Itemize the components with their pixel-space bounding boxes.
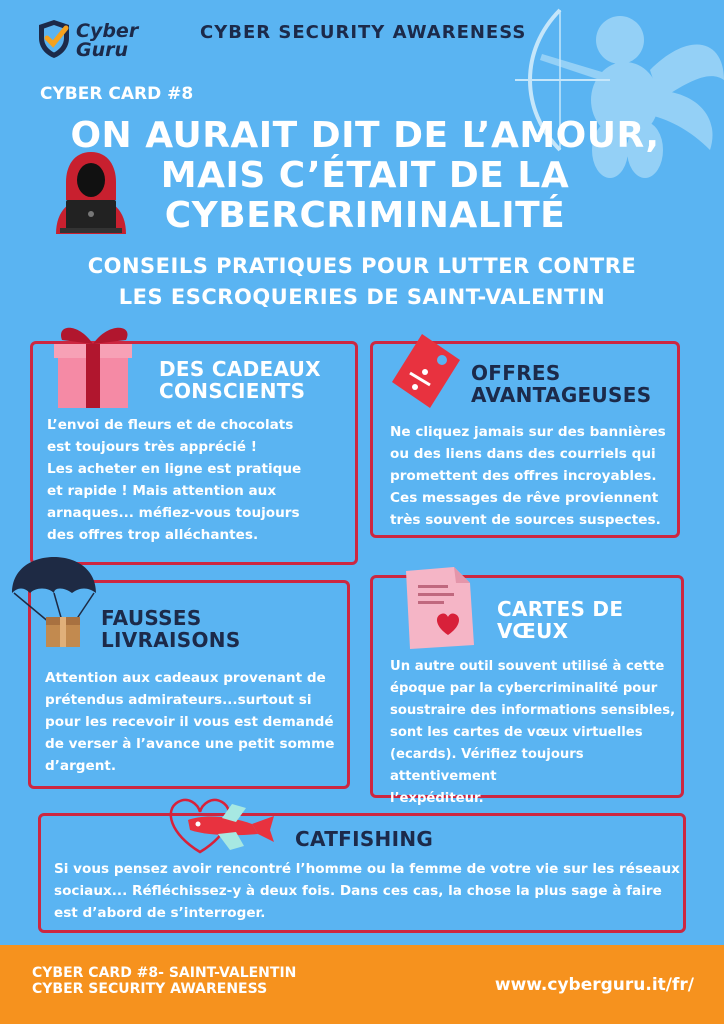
- footer-url-link[interactable]: www.cyberguru.it/fr/: [494, 975, 694, 995]
- subtitle-line1: CONSEILS PRATIQUES POUR LUTTER CONTRE: [87, 254, 637, 278]
- gifts-title-line1: DES CADEAUX: [159, 357, 321, 381]
- footer-line1: CYBER CARD #8- SAINT-VALENTIN: [32, 965, 297, 981]
- header-title: CYBER SECURITY AWARENESS: [200, 22, 527, 43]
- offers-body-line: ou des liens dans des courriels qui: [390, 446, 656, 462]
- logo-line1: Cyber: [76, 20, 139, 42]
- gift-box-icon: [48, 318, 140, 410]
- main-title-line3: CYBERCRIMINALITÉ: [164, 195, 566, 236]
- discount-tag-icon: [384, 330, 466, 412]
- greetings-body-line: Un autre outil souvent utilisé à cette: [390, 659, 665, 674]
- fish-hook-heart-icon: [160, 790, 280, 866]
- subtitle-line2: LES ESCROQUERIES DE SAINT-VALENTIN: [118, 285, 606, 309]
- main-title-line2: MAIS C’ÉTAIT DE LA: [160, 155, 570, 196]
- greetings-body-line: soustraire des informations sensibles,: [390, 703, 676, 718]
- shield-check-icon: [36, 18, 72, 60]
- deliveries-body-line: Attention aux cadeaux provenant de: [45, 670, 326, 686]
- catfishing-title: CATFISHING: [295, 827, 434, 851]
- gifts-body-line: L’envoi de fleurs et de chocolats: [47, 417, 294, 433]
- logo-line2: Guru: [76, 39, 129, 61]
- greetings-body-line: sont les cartes de vœux virtuelles: [390, 725, 643, 740]
- deliveries-body-line: prétendus admirateurs...surtout si: [45, 692, 312, 708]
- gifts-body-line: et rapide ! Mais attention aux: [47, 483, 277, 499]
- gifts-title-line2: CONSCIENTS: [159, 379, 306, 403]
- parachute-package-icon: [10, 555, 100, 651]
- deliveries-body-line: d’argent.: [45, 758, 117, 774]
- main-title-line1: ON AURAIT DIT DE L’AMOUR,: [70, 115, 660, 156]
- offers-body-line: Ces messages de rêve proviennent: [390, 490, 659, 506]
- love-letter-icon: [400, 565, 480, 651]
- deliveries-title-line2: LIVRAISONS: [101, 628, 241, 652]
- catfishing-body-line: Si vous pensez avoir rencontré l’homme ou la femme de votre vie sur les réseaux: [54, 861, 680, 877]
- deliveries-title-line1: FAUSSES: [101, 606, 202, 630]
- offers-title-line1: OFFRES: [471, 361, 561, 385]
- offers-body-line: promettent des offres incroyables.: [390, 468, 657, 484]
- gifts-body-line: est toujours très apprécié !: [47, 439, 257, 455]
- catfishing-body-line: sociaux... Réfléchissez-y à deux fois. Dans ces cas, la chose la plus sage à faire: [54, 883, 662, 899]
- gifts-body-line: des offres trop alléchantes.: [47, 527, 259, 543]
- greetings-body-line: l’expéditeur.: [390, 791, 484, 806]
- deliveries-body-line: de verser à l’avance une petit somme: [45, 736, 335, 752]
- card-catfishing: [38, 813, 686, 933]
- offers-body-line: très souvent de sources suspectes.: [390, 512, 661, 528]
- gifts-body-line: arnaques... méfiez-vous toujours: [47, 505, 300, 521]
- greetings-body-line: (ecards). Vérifiez toujours attentivement: [390, 747, 584, 784]
- catfishing-body-line: est d’abord de s’interroger.: [54, 905, 266, 921]
- offers-title-line2: AVANTAGEUSES: [471, 383, 652, 407]
- greetings-title-line2: VŒUX: [497, 619, 569, 643]
- cyberguru-logo: [36, 18, 146, 68]
- greetings-body-line: époque par la cybercriminalité pour: [390, 681, 658, 696]
- greetings-title-line1: CARTES DE: [497, 597, 624, 621]
- offers-body-line: Ne cliquez jamais sur des bannières: [390, 424, 666, 440]
- footer-line2: CYBER SECURITY AWARENESS: [32, 981, 268, 997]
- gifts-body-line: Les acheter en ligne est pratique: [47, 461, 302, 477]
- card-number: CYBER CARD #8: [40, 84, 194, 104]
- deliveries-body-line: pour les recevoir il vous est demandé: [45, 714, 334, 730]
